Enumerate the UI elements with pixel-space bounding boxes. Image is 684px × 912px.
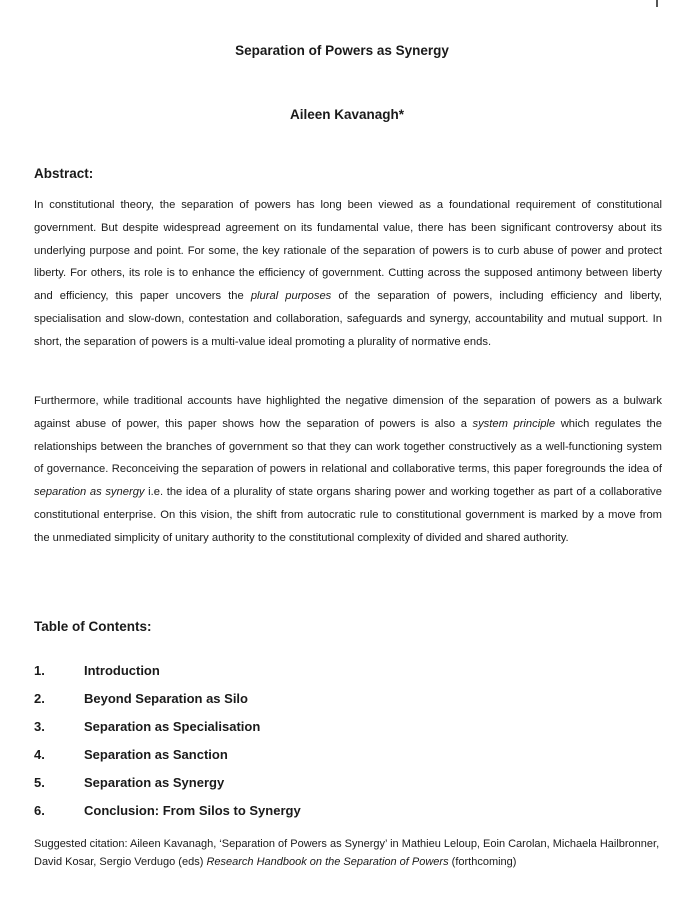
abstract-p2-text-b: which regulates the relationships between the branches of government so that they can work together constructively as a well-functioning system of governance. Reconceiving the separation of powers in relational and collaborative terms, this paper foregrounds the idea of <box>34 417 662 476</box>
citation-text-b: (forthcoming) <box>448 856 517 868</box>
abstract-heading: Abstract: <box>34 166 94 181</box>
abstract-p2-text-c: i.e. the idea of a plurality of state organs sharing power and working together as part of a collaborative constitutional enterprise. On this vision, the shift from autocratic rule to constitutional government is marked by a move from the unmediated simplicity of unitary authority to the constitutional complexity of divided and shared authority. <box>34 486 663 544</box>
toc-item-number: 3. <box>34 718 45 734</box>
table-of-contents <box>34 656 654 824</box>
abstract-paragraph-1 <box>34 194 662 354</box>
toc-item-label: Beyond Separation as Silo <box>84 690 248 706</box>
toc-item-label: Separation as Specialisation <box>84 718 261 734</box>
abstract-p1-text-b: of the separation of powers, including efficiency and liberty, specialisation and slow-down, contestation and collaboration, safeguards and synergy, accountability and mutual support. In short, the separation of powers is a multi-value ideal promoting a plurality of normative ends. <box>34 290 662 348</box>
toc-heading: Table of Contents: <box>34 619 152 634</box>
paper-title: Separation of Powers as Synergy <box>235 43 449 58</box>
toc-item-number: 2. <box>34 690 45 706</box>
abstract-p2-emphasis-1: system principle <box>472 417 556 430</box>
suggested-citation <box>34 835 662 871</box>
toc-item-number: 5. <box>34 774 45 790</box>
toc-item-separation-as-specialisation <box>34 712 654 740</box>
toc-item-introduction <box>34 656 654 684</box>
toc-item-label: Separation as Sanction <box>84 746 228 762</box>
toc-item-label: Introduction <box>84 662 160 678</box>
abstract-paragraph-2 <box>34 390 662 550</box>
toc-item-beyond-separation-as-silo <box>34 684 654 712</box>
abstract-p1-emphasis: plural purposes <box>250 290 332 303</box>
toc-item-label: Conclusion: From Silos to Synergy <box>84 802 301 818</box>
toc-item-separation-as-synergy <box>34 768 654 796</box>
abstract-p1-text-a: In constitutional theory, the separation of powers has long been viewed as a foundational requirement of constitutional government. But despite widespread agreement on its fundamental value, there has been significant controversy about its underlying purpose and point. For some, the key rationale of the separation of powers is to curb abuse of power and protect liberty. For others, its role is to enhance the efficiency of government. Cutting across the supposed antimony between liberty and efficiency, this paper uncovers the <box>34 199 662 303</box>
citation-text-a: Suggested citation: Aileen Kavanagh, ‘Separation of Powers as Synergy’ in Mathieu Leloup, Eoin Carolan, Michaela Hailbronner, David Kosar, Sergio Verdugo (eds) <box>34 838 660 868</box>
toc-item-number: 1. <box>34 662 45 678</box>
abstract-p2-text-a: Furthermore, while traditional accounts have highlighted the negative dimension of the separation of powers as a bulwark against abuse of power, this paper shows how the separation of powers is also a <box>34 395 662 430</box>
toc-item-label: Separation as Synergy <box>84 774 225 790</box>
toc-item-number: 6. <box>34 802 45 818</box>
toc-item-number: 4. <box>34 746 45 762</box>
abstract-p2-emphasis-2: separation as synergy <box>34 486 145 499</box>
paper-author: Aileen Kavanagh* <box>289 107 405 122</box>
toc-item-separation-as-sanction <box>34 740 654 768</box>
toc-item-conclusion <box>34 796 654 824</box>
citation-book-title: Research Handbook on the Separation of Powers <box>206 856 449 868</box>
page-edge-mark <box>656 0 658 7</box>
